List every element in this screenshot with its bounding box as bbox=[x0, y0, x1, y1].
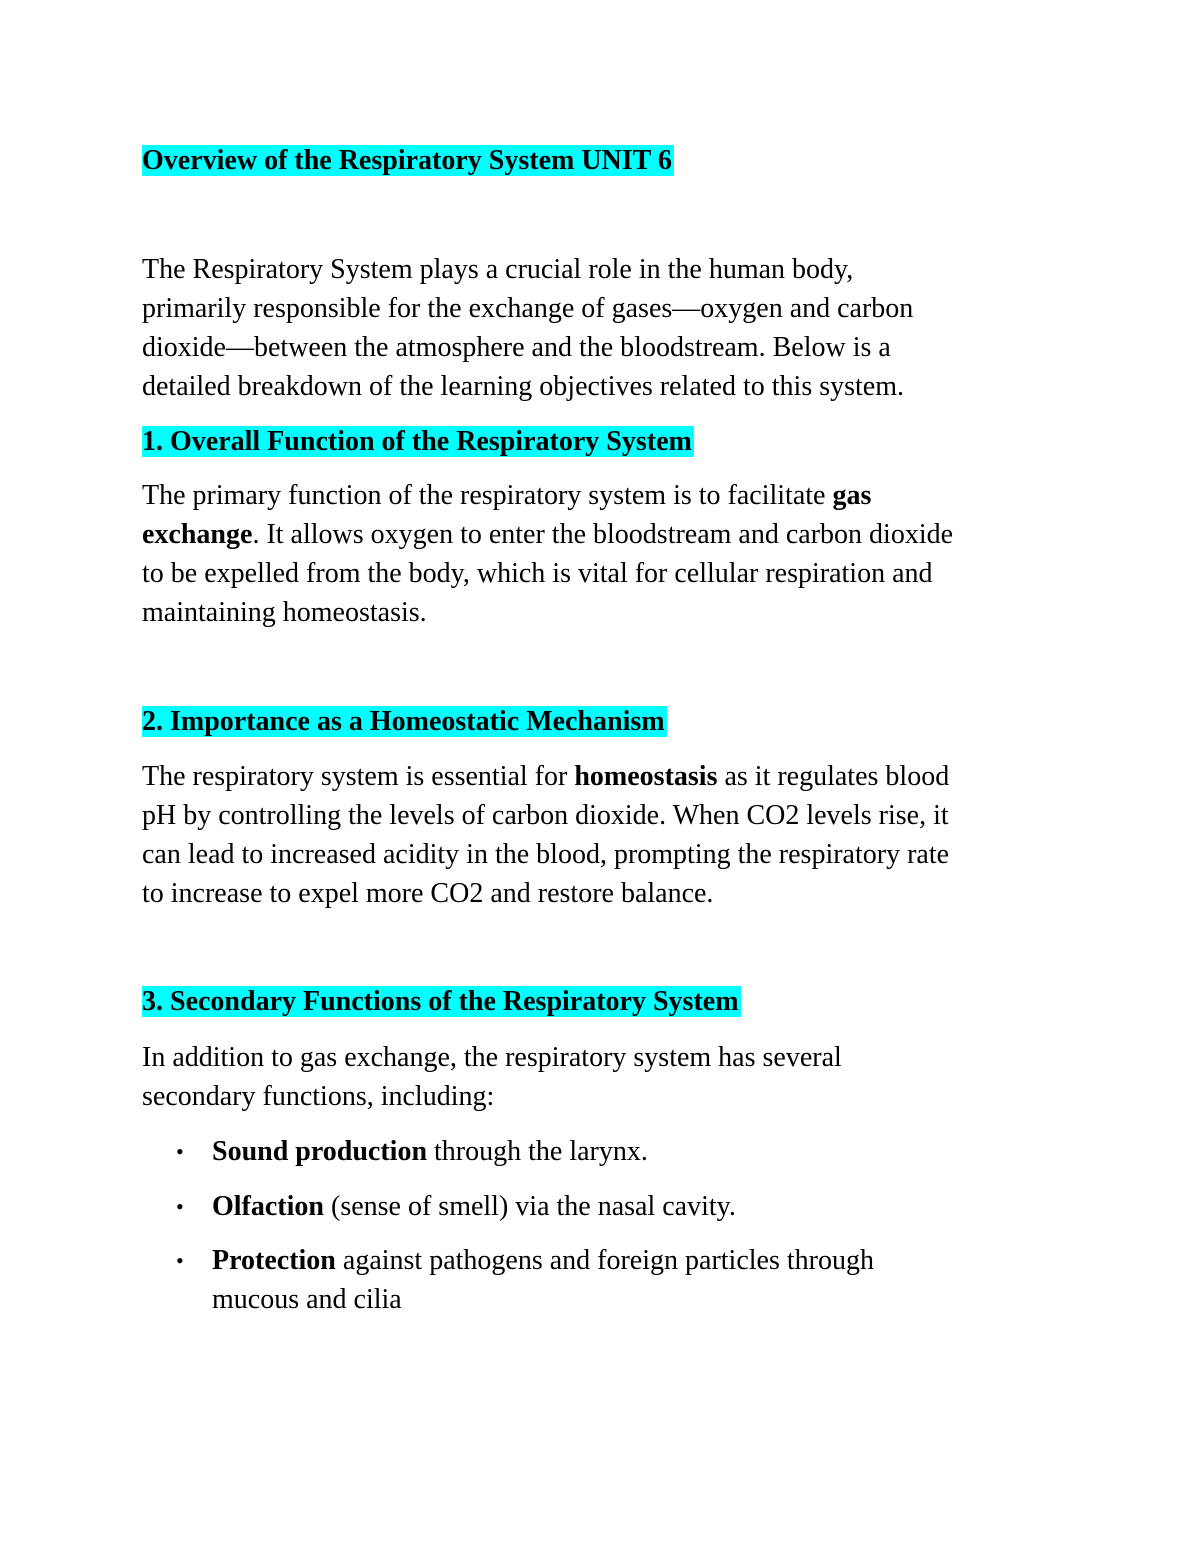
list-item-line: mucous and cilia bbox=[212, 1284, 402, 1315]
paragraph-line: pH by controlling the levels of carbon dioxide. When CO2 levels rise, it bbox=[142, 800, 949, 831]
bold-term: homeostasis bbox=[574, 761, 718, 792]
paragraph-line: to be expelled from the body, which is vital for cellular respiration and bbox=[142, 558, 933, 589]
bold-term: exchange bbox=[142, 519, 253, 550]
paragraph-line: secondary functions, including: bbox=[142, 1081, 495, 1112]
paragraph-line: to increase to expel more CO2 and restore balance. bbox=[142, 878, 714, 909]
paragraph-line: In addition to gas exchange, the respiratory system has several bbox=[142, 1042, 842, 1073]
intro-line: primarily responsible for the exchange of gases—oxygen and carbon bbox=[142, 293, 914, 324]
bullet-icon: • bbox=[176, 1248, 184, 1273]
text-span: The primary function of the respiratory system is to facilitate bbox=[142, 480, 833, 511]
bold-term: gas bbox=[832, 480, 872, 511]
bold-term: Protection bbox=[212, 1245, 336, 1276]
text-span: through the larynx. bbox=[427, 1136, 648, 1167]
bold-term: Sound production bbox=[212, 1136, 428, 1167]
text-span: (sense of smell) via the nasal cavity. bbox=[324, 1191, 736, 1222]
intro-paragraph bbox=[142, 250, 1062, 406]
list-item-text bbox=[212, 1132, 1032, 1171]
paragraph-line bbox=[142, 515, 1062, 554]
text-span: as it regulates blood bbox=[717, 761, 950, 792]
text-span: . It allows oxygen to enter the bloodstream and carbon dioxide bbox=[252, 519, 954, 550]
paragraph-line bbox=[142, 757, 1062, 796]
document-title-text: Overview of the Respiratory System UNIT 6 bbox=[142, 145, 672, 176]
section-1-paragraph bbox=[142, 476, 1062, 632]
section-2-heading bbox=[142, 703, 667, 741]
text-span: against pathogens and foreign particles through bbox=[335, 1245, 874, 1276]
section-1-heading-text: 1. Overall Function of the Respiratory System bbox=[142, 426, 692, 457]
section-2-heading-text: 2. Importance as a Homeostatic Mechanism bbox=[142, 706, 665, 737]
bullet-icon: • bbox=[176, 1194, 184, 1219]
section-2-paragraph bbox=[142, 757, 1062, 913]
section-3-heading bbox=[142, 983, 741, 1021]
section-3-heading-text: 3. Secondary Functions of the Respiratory System bbox=[142, 986, 739, 1017]
list-item-line bbox=[212, 1241, 1032, 1280]
bold-term: Olfaction bbox=[212, 1191, 324, 1222]
section-1-heading bbox=[142, 423, 694, 461]
bullet-icon: • bbox=[176, 1139, 184, 1164]
list-item-text bbox=[212, 1187, 1032, 1226]
paragraph-line bbox=[142, 476, 1062, 515]
intro-line: dioxide—between the atmosphere and the bloodstream. Below is a bbox=[142, 332, 891, 363]
list-item-text bbox=[212, 1241, 1032, 1319]
text-span: The respiratory system is essential for bbox=[142, 761, 575, 792]
paragraph-line: maintaining homeostasis. bbox=[142, 597, 427, 628]
paragraph-line: can lead to increased acidity in the blood, prompting the respiratory rate bbox=[142, 839, 950, 870]
intro-line: detailed breakdown of the learning objectives related to this system. bbox=[142, 371, 904, 402]
document-title bbox=[142, 142, 674, 180]
section-3-paragraph bbox=[142, 1038, 1062, 1116]
intro-line: The Respiratory System plays a crucial role in the human body, bbox=[142, 254, 854, 285]
